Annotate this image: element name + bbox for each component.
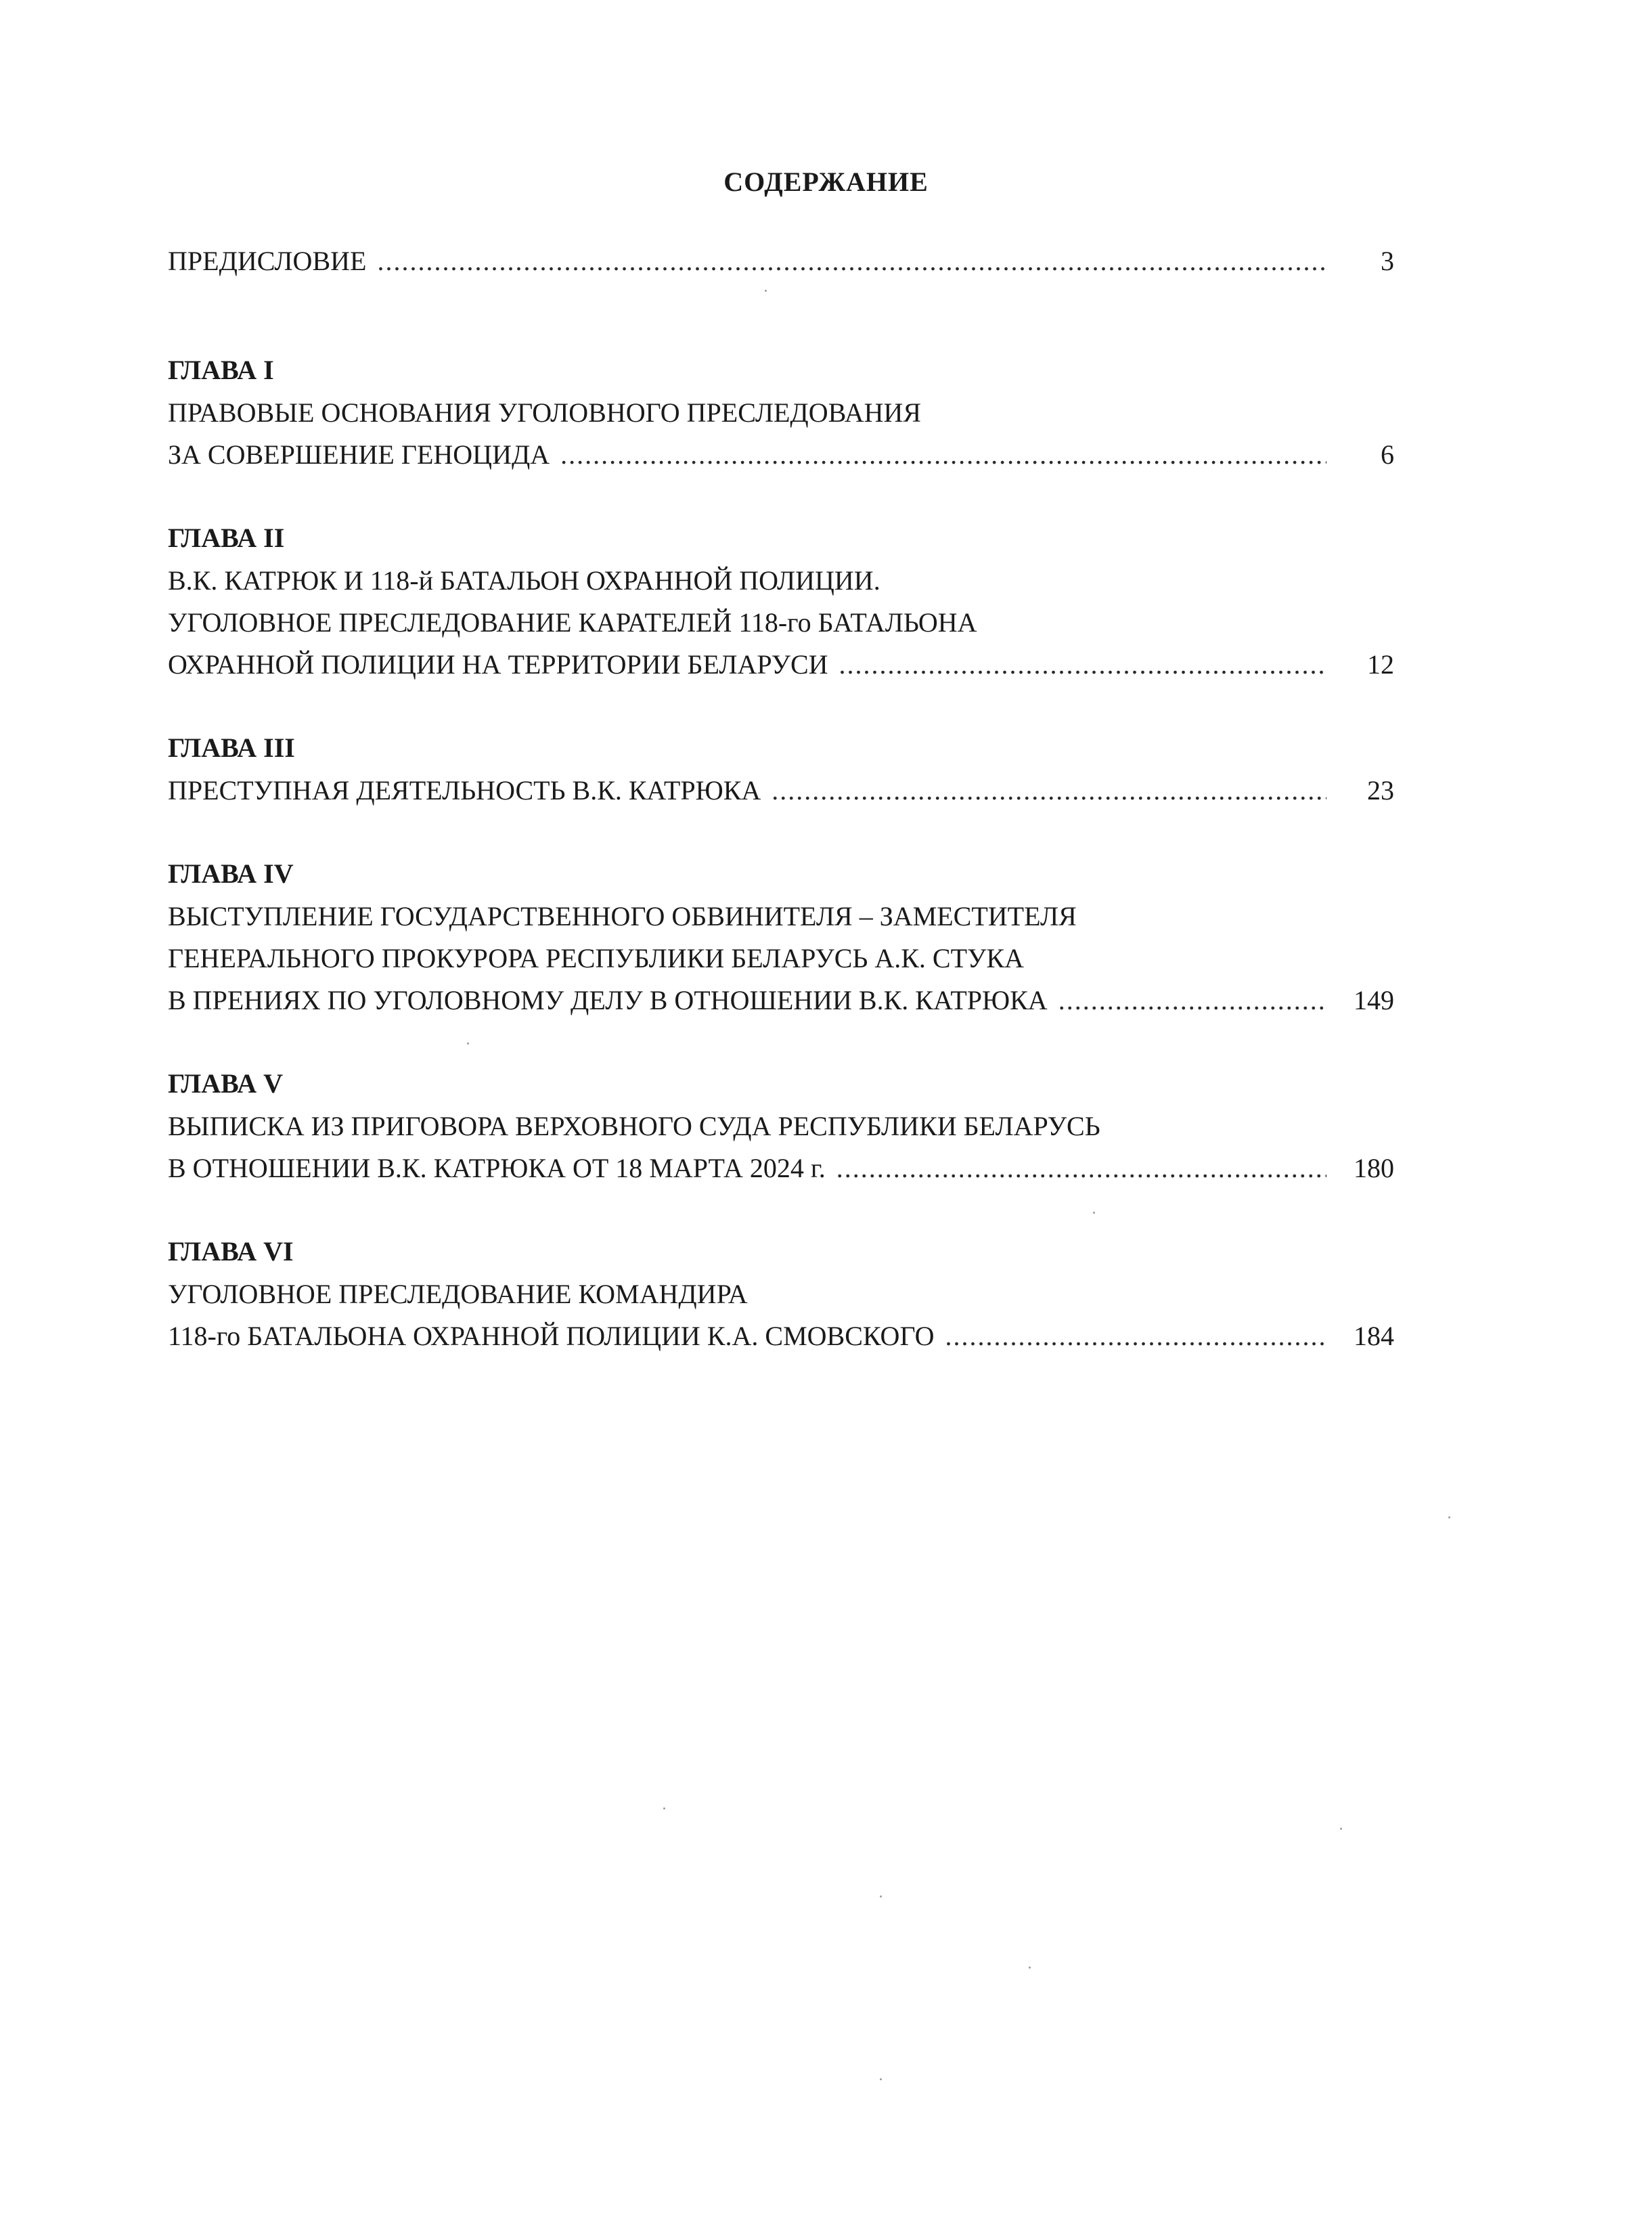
chapter-heading: ГЛАВА IV xyxy=(168,858,294,889)
scan-speck xyxy=(467,1043,469,1045)
scan-speck xyxy=(880,1895,882,1897)
leader-dots xyxy=(377,240,1326,282)
toc-entry-chapter-6[interactable] xyxy=(168,1231,1394,1357)
page-number: 12 xyxy=(1367,649,1394,680)
chapter-heading: ГЛАВА V xyxy=(168,1068,284,1099)
leader-dots xyxy=(945,1315,1326,1357)
toc-entry-chapter-3[interactable] xyxy=(168,728,1394,812)
scan-speck xyxy=(1093,1212,1095,1214)
toc-entry-chapter-4[interactable] xyxy=(168,854,1394,1022)
toc-entry-text: ГЕНЕРАЛЬНОГО ПРОКУРОРА РЕСПУБЛИКИ БЕЛАРУСЬ А.К. СТУКА xyxy=(168,943,1024,973)
chapter-heading: ГЛАВА II xyxy=(168,523,285,553)
toc-line xyxy=(168,980,1394,1022)
toc-entry-text: ЗА СОВЕРШЕНИЕ ГЕНОЦИДА xyxy=(168,439,550,470)
leader-dots xyxy=(772,770,1326,812)
toc-line xyxy=(168,1147,1394,1189)
toc-entry-text: В.К. КАТРЮК И 118-й БАТАЛЬОН ОХРАННОЙ ПОЛИЦИИ. xyxy=(168,565,880,596)
page-number: 149 xyxy=(1354,985,1394,1015)
chapter-heading: ГЛАВА III xyxy=(168,732,295,763)
toc-entry-text: ПРЕДИСЛОВИЕ xyxy=(168,246,367,276)
leader-dots xyxy=(560,434,1326,476)
scan-speck xyxy=(765,290,767,292)
chapter-heading: ГЛАВА I xyxy=(168,355,274,385)
toc-entry-text: 118-го БАТАЛЬОНА ОХРАННОЙ ПОЛИЦИИ К.А. СМОВСКОГО xyxy=(168,1321,935,1351)
toc-entry-text: ПРАВОВЫЕ ОСНОВАНИЯ УГОЛОВНОГО ПРЕСЛЕДОВАНИЯ xyxy=(168,397,922,428)
page-number: 23 xyxy=(1367,775,1394,806)
leader-dots xyxy=(839,644,1326,686)
page-title: СОДЕРЖАНИЕ xyxy=(723,167,929,197)
page-number: 3 xyxy=(1381,246,1394,276)
toc-entry-chapter-2[interactable] xyxy=(168,518,1394,686)
toc-entry-text: ПРЕСТУПНАЯ ДЕЯТЕЛЬНОСТЬ В.К. КАТРЮКА xyxy=(168,775,761,806)
toc-entry-text: УГОЛОВНОЕ ПРЕСЛЕДОВАНИЕ КОМАНДИРА xyxy=(168,1279,748,1309)
toc-line xyxy=(168,644,1394,686)
toc-entry-chapter-1[interactable] xyxy=(168,350,1394,476)
chapter-heading: ГЛАВА VI xyxy=(168,1236,294,1267)
scan-speck xyxy=(663,1807,665,1809)
toc-entry-text: В ОТНОШЕНИИ В.К. КАТРЮКА ОТ 18 МАРТА 2024 г. xyxy=(168,1153,826,1183)
toc-entry-preface[interactable] xyxy=(168,240,1394,282)
toc-entry-chapter-5[interactable] xyxy=(168,1063,1394,1189)
toc-line xyxy=(168,770,1394,812)
leader-dots xyxy=(1058,980,1326,1022)
table-of-contents xyxy=(168,240,1394,1357)
toc-line xyxy=(168,1315,1394,1357)
toc-entry-text: ВЫСТУПЛЕНИЕ ГОСУДАРСТВЕННОГО ОБВИНИТЕЛЯ – ЗАМЕСТИТЕЛЯ xyxy=(168,901,1077,931)
scan-speck xyxy=(1029,1967,1031,1969)
page-number: 180 xyxy=(1354,1153,1394,1183)
toc-entry-text: ВЫПИСКА ИЗ ПРИГОВОРА ВЕРХОВНОГО СУДА РЕСПУБЛИКИ БЕЛАРУСЬ xyxy=(168,1111,1100,1141)
scan-speck xyxy=(1448,1516,1450,1518)
scan-speck xyxy=(880,2078,882,2080)
toc-entry-text: ОХРАННОЙ ПОЛИЦИИ НА ТЕРРИТОРИИ БЕЛАРУСИ xyxy=(168,649,828,680)
page-number: 6 xyxy=(1381,439,1394,470)
toc-line xyxy=(168,240,1394,282)
toc-entry-text: УГОЛОВНОЕ ПРЕСЛЕДОВАНИЕ КАРАТЕЛЕЙ 118-го БАТАЛЬОНА xyxy=(168,607,977,638)
page-number: 184 xyxy=(1354,1321,1394,1351)
toc-line xyxy=(168,434,1394,476)
scan-speck xyxy=(1340,1828,1342,1830)
toc-entry-text: В ПРЕНИЯХ ПО УГОЛОВНОМУ ДЕЛУ В ОТНОШЕНИИ В.К. КАТРЮКА xyxy=(168,985,1048,1015)
leader-dots xyxy=(836,1147,1326,1189)
